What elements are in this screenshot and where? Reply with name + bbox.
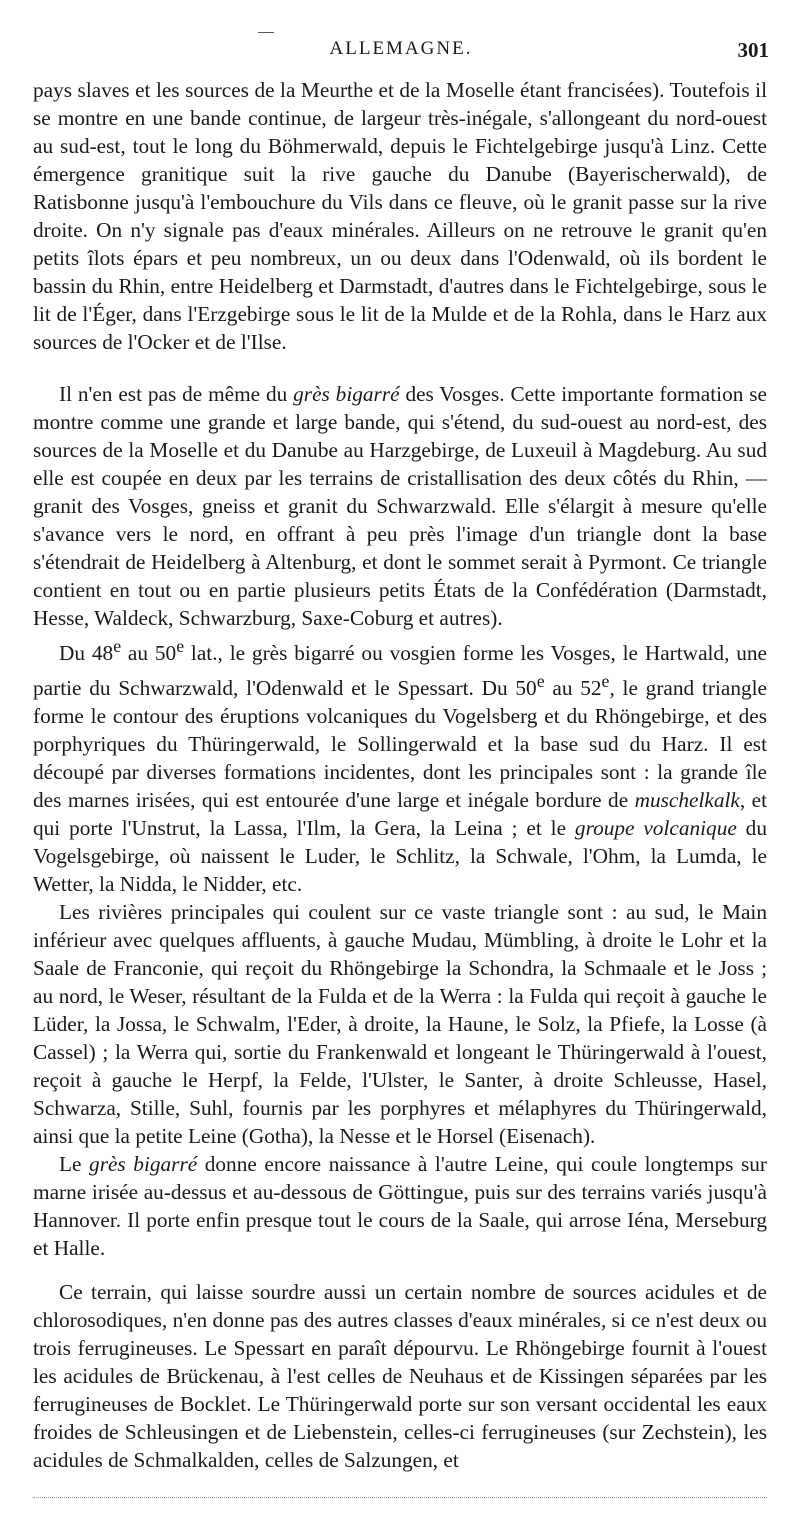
text-run: Le: [59, 1152, 90, 1177]
page-number: 301: [737, 38, 769, 62]
footer-rule: [33, 1497, 767, 1498]
text-run: Ce terrain, qui laisse sourdre aussi un certain nombre de sources acidules et de chlorosodiques, n'en donne pas des autres classes d'eaux minérales, si ce n'est deux ou trois ferrugineuses. Le Spessart en paraît dépourvu. Le Rhöngebirge fournit à l'ouest les acidules de Brückenau, à l'est celles de Neuhaus et de Kissingen séparées par les ferrugineuses de Bocklet. Le Thüringerwald porte sur son versant occidental les eaux froides de Schleusingen et de Liebenstein, celles-ci ferrugineuses (sur Zechstein), les acidules de Schmalkalden, celles de Salzungen, et: [33, 1280, 767, 1473]
text-run: du Vogelsgebirge, où naissent le Luder, le Schlitz, la Schwale, l'Ohm, la Lumda, le Wetter, la Nidda, le Nidder, etc.: [33, 816, 767, 897]
paragraph: [33, 76, 767, 356]
print-mark: [258, 32, 274, 33]
text-run: , le grand triangle forme le contour des éruptions volcaniques du Vogelsberg et du Rhöngebirge, et des porphyriques du Thüringerwald, le Sollingerwald et la base sud du Harz. Il est découpé par diverses formations incidentes, dont les principales sont : la grande île des marnes irisées, qui est entourée d'une large et inégale bordure de: [33, 676, 767, 813]
running-title: ALLEMAGNE.: [329, 38, 473, 59]
text-run: , et qui porte l'Unstrut, la Lassa, l'Ilm, la Gera, la Leina ; et le: [33, 788, 767, 841]
superscript-text: e: [536, 671, 545, 692]
superscript-text: e: [601, 671, 610, 692]
italic-text: groupe volcanique: [574, 816, 737, 841]
text-run: pays slaves et les sources de la Meurthe et de la Moselle étant francisées). Toutefois il se montre en une bande continue, de largeur très-inégale, s'allongeant du nord-ouest au sud-est, tout le long du Böhmerwald, depuis le Fichtelgebirge jusqu'à Linz. Cette émergence granitique suit la rive gauche du Danube (Bayerischerwald), de Ratisbonne jusqu'à l'embouchure du Vils dans ce fleuve, où le granit passe sur la rive droite. On n'y signale pas d'eaux minérales. Ailleurs on ne retrouve le granit qu'en petits îlots épars et peu nombreux, un ou deux dans l'Odenwald, où ils bordent le bassin du Rhin, entre Heidelberg et Darmstadt, d'autres dans le Fichtelgebirge, sous le lit de l'Éger, dans l'Erzgebirge sous le lit de la Mulde et de la Rohla, dans le Harz aux sources de l'Ocker et de l'Ilse.: [33, 78, 767, 354]
text-run: au 50: [121, 641, 177, 666]
paragraph: [33, 380, 767, 632]
text-run: Les rivières principales qui coulent sur ce vaste triangle sont : au sud, le Main inférieur avec quelques affluents, à gauche Mudau, Mümbling, à droite le Lohr et la Saale de Franconie, qui reçoit du Rhöngebirge la Schondra, la Schmaale et le Joss ; au nord, le Weser, résultant de la Fulda et de la Werra : la Fulda qui reçoit à gauche le Lüder, la Jossa, le Schwalm, l'Eder, à droite, la Haune, le Solz, la Pfiefe, la Losse (à Cassel) ; la Werra qui, sortie du Frankenwald et longeant le Thüringerwald à l'ouest, reçoit à gauche le Herpf, la Felde, l'Ulster, le Santer, à droite Schleusse, Hasel, Schwarza, Stille, Suhl, fournis par les porphyres et mélaphyres du Thüringerwald, ainsi que la petite Leine (Gotha), la Nesse et le Horsel (Eisenach).: [33, 900, 767, 1149]
page-header: [33, 38, 769, 66]
paragraph: [33, 898, 767, 1150]
text-run: lat., le grès bigarré ou vosgien forme les Vosges, le Hartwald, une partie du Schwarzwald, l'Odenwald et le Spessart. Du 50: [33, 641, 768, 701]
text-run: Il n'en est pas de même du: [59, 382, 294, 406]
paragraph: [33, 1150, 767, 1262]
paragraph: [33, 1278, 767, 1474]
superscript-text: e: [176, 636, 185, 656]
body-text: [33, 76, 767, 1474]
italic-text: grès bigarré: [89, 1152, 198, 1177]
text-run: donne encore naissance à l'autre Leine, qui coule longtemps sur marne irisée au-dessus et au-dessous de Göttingue, puis sur des terrains variés jusqu'à Hannover. Il porte enfin presque tout le cours de la Saale, qui arrose Iéna, Merseburg et Halle.: [33, 1152, 767, 1261]
italic-text: muschelkalk: [634, 788, 740, 813]
italic-text: grès bigarré: [293, 382, 400, 406]
text-run: des Vosges. Cette importante formation se montre comme une grande et large bande, qui s'étend, du sud-ouest au nord-est, des sources de la Moselle et du Danube au Harzgebirge, de Luxeuil à Magdeburg. Au sud elle est coupée en deux par les terrains de cristallisation des deux côtés du Rhin, — granit des Vosges, gneiss et granit du Schwarzwald. Elle s'élargit à mesure qu'elle s'avance vers le nord, en offrant à peu près l'image d'un triangle dont la base s'étendrait de Heidelberg à Altenburg, et dont le sommet serait à Pyrmont. Ce triangle contient en tout ou en partie plusieurs petits États de la Confédération (Darmstadt, Hesse, Waldeck, Schwarzburg, Saxe-Coburg et autres).: [33, 382, 767, 630]
text-run: Du 48: [59, 641, 114, 666]
paragraph: [33, 632, 767, 898]
text-run: au 52: [544, 676, 602, 701]
superscript-text: e: [113, 636, 122, 656]
